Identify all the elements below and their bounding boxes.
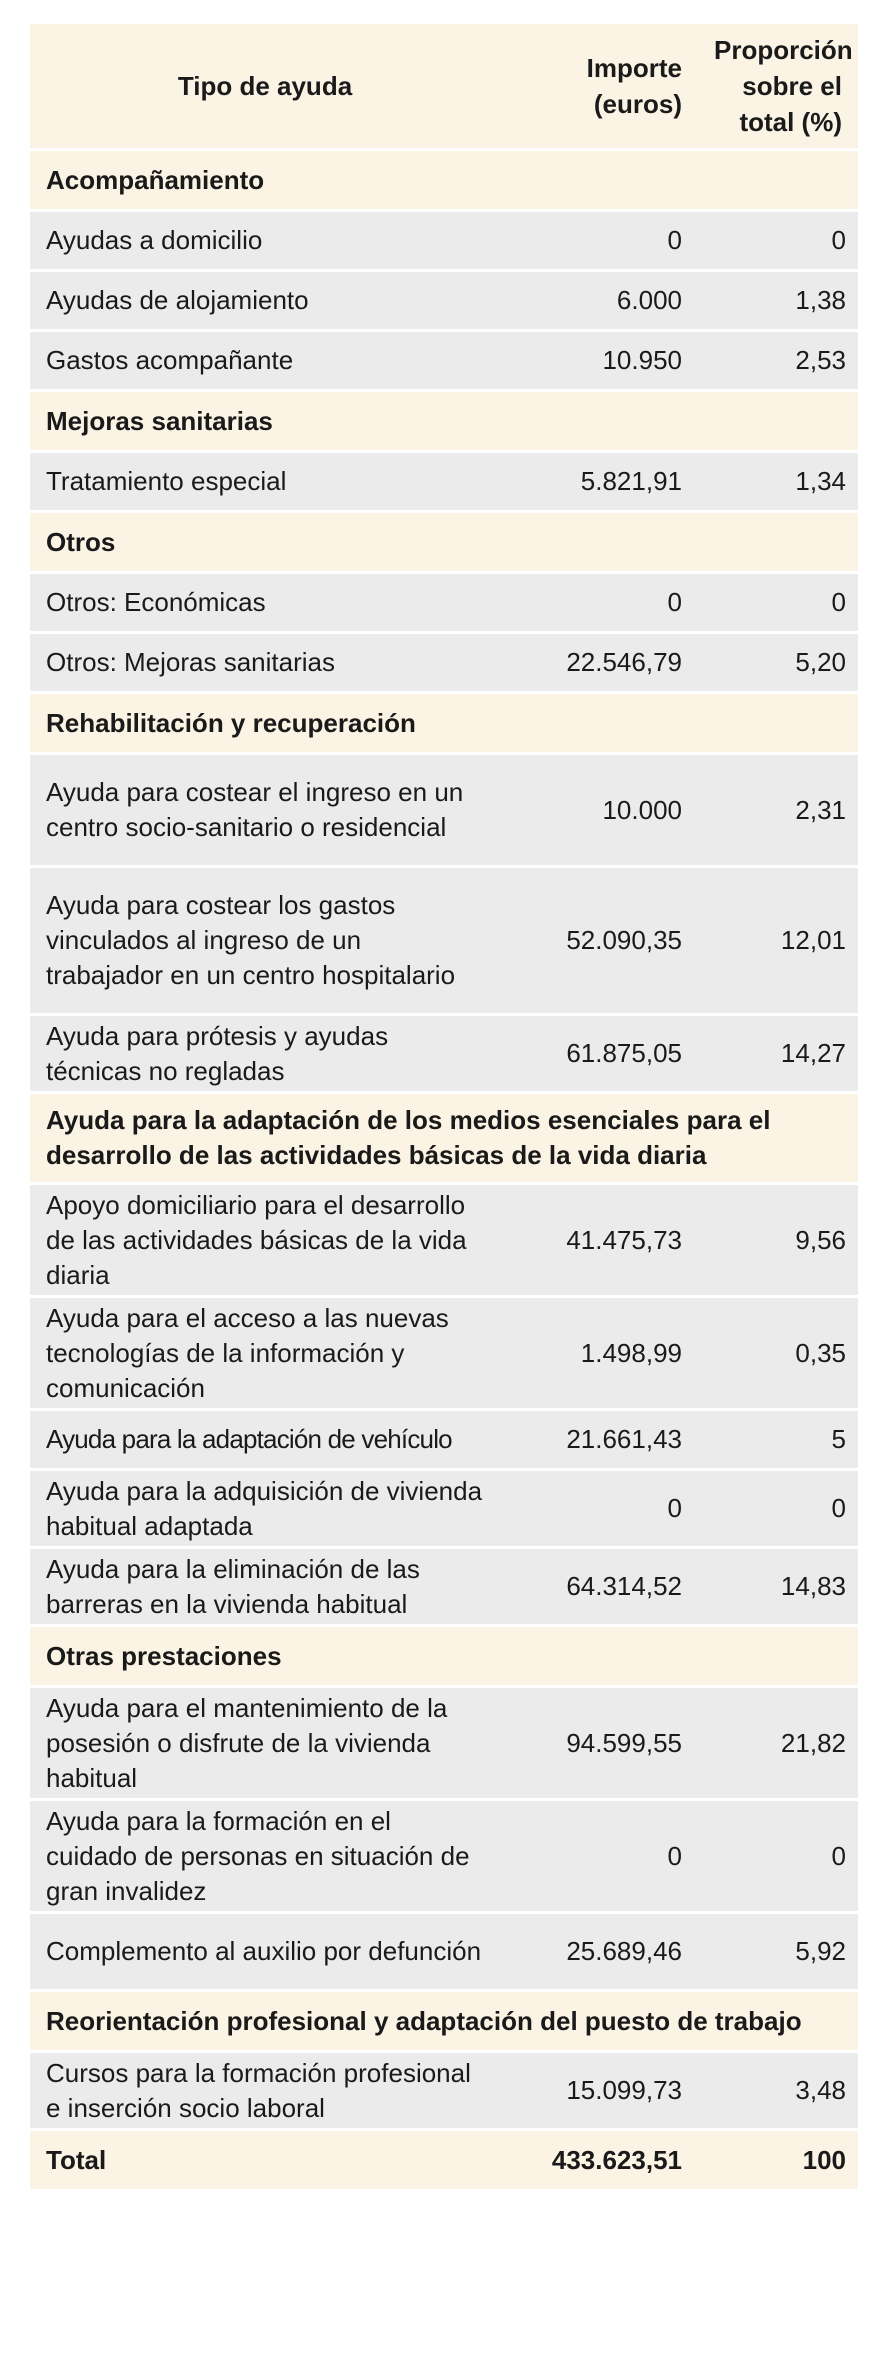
row-proporcion: 0 [698,1801,858,1914]
total-proporcion: 100 [698,2131,858,2189]
section-label: Mejoras sanitarias [30,392,858,453]
table-row [30,1471,858,1549]
table-row [30,1688,858,1801]
section-label: Otros [30,513,858,574]
row-label: Ayuda para la formación en el cuidado de personas en situación de gran invalidez [30,1801,500,1914]
table-row [30,755,858,868]
row-label: Ayuda para costear los gastos vinculados al ingreso de un trabajador en un centro hospitalario [30,868,500,1016]
row-label: Ayudas de alojamiento [30,272,500,332]
row-proporcion: 5,20 [698,634,858,694]
row-proporcion: 1,38 [698,272,858,332]
table-row [30,1298,858,1411]
row-label: Ayuda para prótesis y ayudas técnicas no regladas [30,1016,500,1094]
table-row [30,2053,858,2131]
table-row [30,1801,858,1914]
total-row [30,2131,858,2189]
row-label: Ayudas a domicilio [30,212,500,272]
row-label: Tratamiento especial [30,453,500,513]
table-row [30,1185,858,1298]
row-importe: 5.821,91 [500,453,698,513]
row-importe: 10.000 [500,755,698,868]
row-label: Otros: Económicas [30,574,500,634]
section-label: Reorientación profesional y adaptación del puesto de trabajo [30,1992,858,2053]
row-proporcion: 14,83 [698,1549,858,1627]
row-importe: 0 [500,1471,698,1549]
row-importe: 0 [500,1801,698,1914]
row-proporcion: 21,82 [698,1688,858,1801]
table-footer [30,2131,858,2189]
row-importe: 0 [500,212,698,272]
section-row [30,1627,858,1688]
row-proporcion: 14,27 [698,1016,858,1094]
row-importe: 94.599,55 [500,1688,698,1801]
row-importe: 1.498,99 [500,1298,698,1411]
row-proporcion: 0,35 [698,1298,858,1411]
row-label: Ayuda para el mantenimiento de la posesión o disfrute de la vivienda habitual [30,1688,500,1801]
row-importe: 10.950 [500,332,698,392]
row-importe: 22.546,79 [500,634,698,694]
table-row [30,868,858,1016]
table-row [30,453,858,513]
row-proporcion: 5 [698,1411,858,1471]
row-label: Gastos acompañante [30,332,500,392]
row-label: Cursos para la formación profesional e inserción socio laboral [30,2053,500,2131]
row-importe: 15.099,73 [500,2053,698,2131]
row-label: Ayuda para la eliminación de las barreras en la vivienda habitual [30,1549,500,1627]
row-proporcion: 12,01 [698,868,858,1016]
row-proporcion: 2,53 [698,332,858,392]
row-proporcion: 1,34 [698,453,858,513]
section-row [30,1992,858,2053]
section-label: Acompañamiento [30,151,858,212]
row-label: Apoyo domiciliario para el desarrollo de las actividades básicas de la vida diaria [30,1185,500,1298]
row-proporcion: 0 [698,1471,858,1549]
table-row [30,332,858,392]
section-row [30,513,858,574]
section-row [30,392,858,453]
aid-table-container [30,24,858,2189]
row-label: Complemento al auxilio por defunción [30,1914,500,1992]
row-importe: 21.661,43 [500,1411,698,1471]
table-row [30,574,858,634]
section-label: Otras prestaciones [30,1627,858,1688]
row-importe: 25.689,46 [500,1914,698,1992]
table-row [30,272,858,332]
table-row [30,634,858,694]
table-row [30,1549,858,1627]
total-importe: 433.623,51 [500,2131,698,2189]
row-proporcion: 0 [698,212,858,272]
row-label: Ayuda para el acceso a las nuevas tecnologías de la información y comunicación [30,1298,500,1411]
row-importe: 64.314,52 [500,1549,698,1627]
row-importe: 41.475,73 [500,1185,698,1298]
header-row [30,24,858,151]
row-importe: 6.000 [500,272,698,332]
row-label: Ayuda para la adaptación de vehículo [30,1411,500,1471]
table-header [30,24,858,151]
section-row [30,1094,858,1185]
table-row [30,1914,858,1992]
row-proporcion: 9,56 [698,1185,858,1298]
section-row [30,694,858,755]
row-proporcion: 5,92 [698,1914,858,1992]
section-row [30,151,858,212]
section-label: Rehabilitación y recuperación [30,694,858,755]
row-proporcion: 3,48 [698,2053,858,2131]
row-label: Otros: Mejoras sanitarias [30,634,500,694]
aid-table [30,24,858,2189]
table-row [30,1411,858,1471]
row-importe: 52.090,35 [500,868,698,1016]
section-label: Ayuda para la adaptación de los medios esenciales para el desarrollo de las actividades básicas de la vida diaria [30,1094,858,1185]
row-importe: 0 [500,574,698,634]
row-proporcion: 0 [698,574,858,634]
header-proporcion: Proporción sobre el total (%) [698,24,858,151]
total-label: Total [30,2131,500,2189]
row-importe: 61.875,05 [500,1016,698,1094]
table-body [30,151,858,2131]
table-row [30,1016,858,1094]
row-label: Ayuda para la adquisición de vivienda habitual adaptada [30,1471,500,1549]
header-tipo: Tipo de ayuda [30,24,500,151]
row-proporcion: 2,31 [698,755,858,868]
header-importe: Importe (euros) [500,24,698,151]
table-row [30,212,858,272]
row-label: Ayuda para costear el ingreso en un centro socio-sanitario o residencial [30,755,500,868]
